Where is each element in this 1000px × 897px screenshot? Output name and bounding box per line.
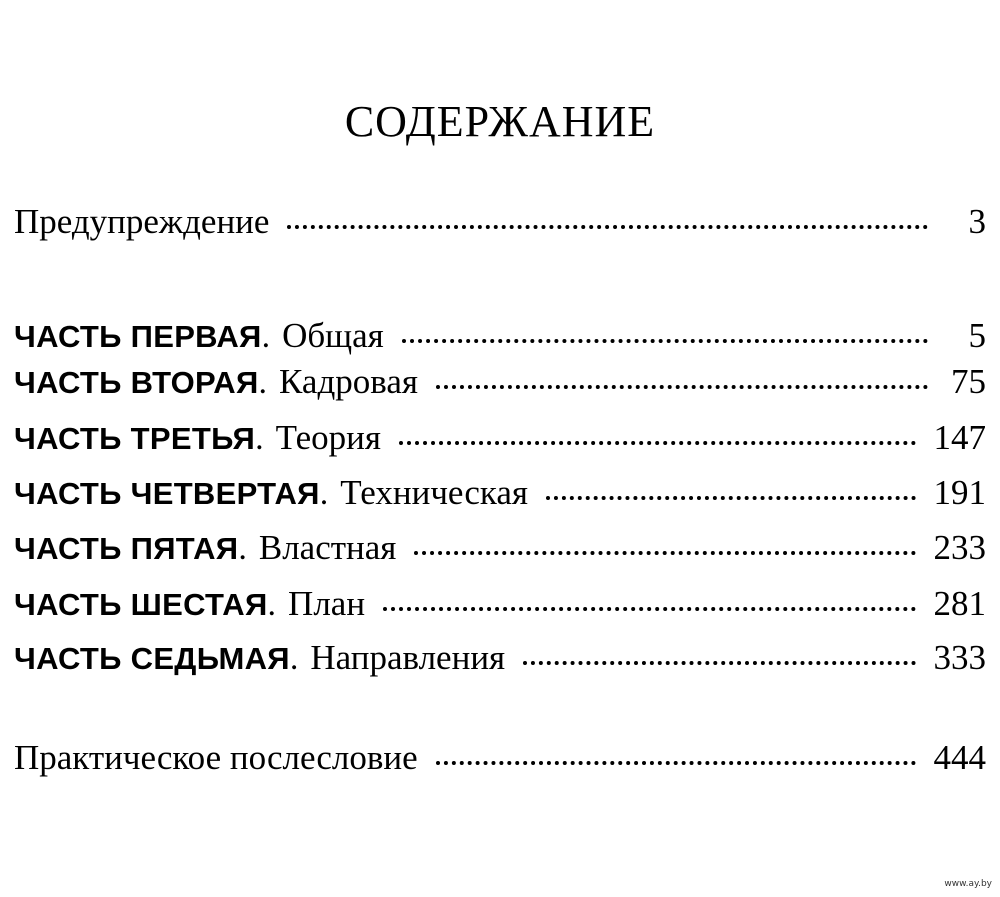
dot-leader <box>287 225 928 229</box>
toc-entry-name: Теория <box>275 418 381 457</box>
toc-page-number: 3 <box>968 202 986 241</box>
toc-entry-name: Практическое послесловие <box>14 738 418 777</box>
dot-leader <box>402 339 928 343</box>
toc-entry-name: Техническая <box>340 473 528 512</box>
page-title: СОДЕРЖАНИЕ <box>344 97 656 146</box>
toc-entry-name: Направления <box>310 638 506 677</box>
toc-separator: . <box>289 640 299 677</box>
toc-entry-part <box>14 316 986 366</box>
toc-entry-part <box>14 528 986 578</box>
toc-separator: . <box>267 586 277 623</box>
toc-entry-part <box>14 418 986 468</box>
toc-entry-afterword <box>14 738 986 788</box>
dot-leader <box>546 496 916 500</box>
toc-part-label: ЧАСТЬ ТРЕТЬЯ <box>14 421 256 456</box>
toc-page-number: 281 <box>933 584 986 623</box>
toc-part-label: ЧАСТЬ ПЯТАЯ <box>14 531 239 566</box>
toc-entry-name: Предупреждение <box>14 202 270 241</box>
dot-leader <box>436 761 916 765</box>
toc-separator: . <box>258 364 268 401</box>
toc-part-label: ЧАСТЬ ЧЕТВЕРТАЯ <box>14 476 320 511</box>
dot-leader <box>523 661 915 665</box>
toc-entry-name: План <box>288 584 366 623</box>
toc-part-label: ЧАСТЬ СЕДЬМАЯ <box>14 641 290 676</box>
toc-separator: . <box>238 530 247 567</box>
toc-separator: . <box>261 318 271 355</box>
toc-entry-intro <box>14 202 986 252</box>
toc-page-number: 75 <box>951 362 986 401</box>
toc-page-number: 191 <box>933 473 986 512</box>
toc-part-label: ЧАСТЬ ШЕСТАЯ <box>14 587 268 622</box>
toc-page-number: 233 <box>933 528 986 567</box>
dot-leader <box>399 441 916 445</box>
toc-page-number: 333 <box>933 638 986 677</box>
toc-entry-part <box>14 638 986 688</box>
watermark: www.ay.by <box>944 879 992 889</box>
toc-separator: . <box>319 475 329 512</box>
toc-entry-part <box>14 362 986 412</box>
dot-leader <box>383 607 915 611</box>
toc-entry-name: Кадровая <box>279 362 418 401</box>
toc-entry-name: Властная <box>258 528 397 567</box>
dot-leader <box>436 385 928 389</box>
toc-page-number: 5 <box>968 316 986 355</box>
toc-part-label: ЧАСТЬ ВТОРАЯ <box>14 365 259 400</box>
toc-separator: . <box>255 420 264 457</box>
toc-page-number: 147 <box>933 418 986 457</box>
dot-leader <box>414 551 915 555</box>
toc-page-number: 444 <box>933 738 986 777</box>
toc-entry-part <box>14 473 986 523</box>
toc-part-label: ЧАСТЬ ПЕРВАЯ <box>14 319 262 354</box>
toc-entry-part <box>14 584 986 634</box>
toc-entry-name: Общая <box>282 316 384 355</box>
